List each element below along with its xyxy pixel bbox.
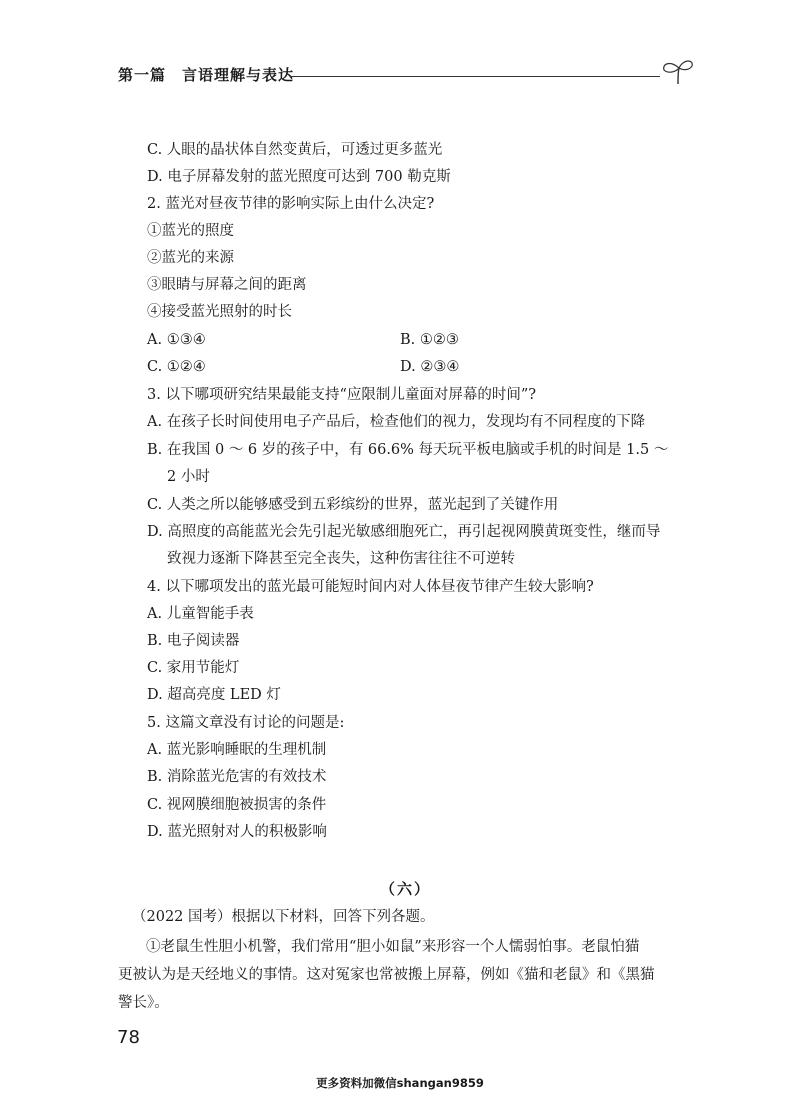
q5-stem: 5. 这篇文章没有讨论的问题是:: [147, 715, 345, 731]
q2-choice-b: B. ①②③: [400, 332, 459, 348]
sprout-icon: [658, 56, 698, 86]
q4-option-b: B. 电子阅读器: [147, 633, 240, 649]
q3-option-b: B. 在我国 0 ～ 6 岁的孩子中，有 66.6% 每天玩平板电脑或手机的时间是 1.5 ～: [147, 442, 669, 458]
section-title: （六）: [380, 880, 432, 898]
q2-item: ①蓝光的照度: [147, 223, 234, 239]
q2-choice-c: C. ①②④: [147, 359, 206, 375]
q2-item: ②蓝光的来源: [147, 250, 234, 266]
q3-option-c: C. 人类之所以能够感受到五彩缤纷的世界，蓝光起到了关键作用: [147, 497, 559, 513]
paragraph-line: ①老鼠生性胆小机警，我们常用“胆小如鼠”来形容一个人懦弱怕事。老鼠怕猫: [146, 939, 640, 955]
q3-option-a: A. 在孩子长时间使用电子产品后，检查他们的视力，发现均有不同程度的下降: [147, 414, 646, 430]
q5-option-d: D. 蓝光照射对人的积极影响: [147, 824, 327, 840]
q1-option-c: C. 人眼的晶状体自然变黄后，可透过更多蓝光: [147, 142, 443, 158]
section-intro: （2022 国考）根据以下材料，回答下列各题。: [132, 909, 435, 925]
header-rule: [290, 76, 660, 77]
q3-stem: 3. 以下哪项研究结果最能支持“应限制儿童面对屏幕的时间”?: [147, 387, 537, 403]
chapter-title: 第一篇 言语理解与表达: [118, 66, 295, 84]
paragraph-line: 警长》。: [118, 995, 169, 1011]
q2-item: ③眼睛与屏幕之间的距离: [147, 277, 307, 293]
q4-option-a: A. 儿童智能手表: [147, 606, 254, 622]
footer-note: 更多资料加微信shangan9859: [316, 1076, 484, 1090]
q3-option-b-cont: 2 小时: [167, 469, 210, 485]
q4-option-d: D. 超高亮度 LED 灯: [147, 687, 281, 703]
q3-option-d-cont: 致视力逐渐下降甚至完全丧失，这种伤害往往不可逆转: [167, 551, 515, 567]
q4-option-c: C. 家用节能灯: [147, 660, 240, 676]
q5-option-b: B. 消除蓝光危害的有效技术: [147, 769, 327, 785]
q2-choice-a: A. ①③④: [147, 332, 206, 348]
q2-choice-d: D. ②③④: [400, 359, 460, 375]
running-header: [118, 62, 693, 92]
paragraph-line: 更被认为是天经地义的事情。这对冤家也常被搬上屏幕，例如《猫和老鼠》和《黑猫: [118, 967, 655, 983]
q5-option-c: C. 视网膜细胞被损害的条件: [147, 797, 327, 813]
page-number: 78: [117, 1027, 140, 1048]
q2-item: ④接受蓝光照射的时长: [147, 304, 292, 320]
q4-stem: 4. 以下哪项发出的蓝光最可能短时间内对人体昼夜节律产生较大影响?: [147, 579, 594, 595]
q2-stem: 2. 蓝光对昼夜节律的影响实际上由什么决定?: [147, 196, 435, 212]
q5-option-a: A. 蓝光影响睡眠的生理机制: [147, 742, 327, 758]
q1-option-d: D. 电子屏幕发射的蓝光照度可达到 700 勒克斯: [147, 169, 451, 185]
q3-option-d: D. 高照度的高能蓝光会先引起光敏感细胞死亡，再引起视网膜黄斑变性，继而导: [147, 524, 661, 540]
